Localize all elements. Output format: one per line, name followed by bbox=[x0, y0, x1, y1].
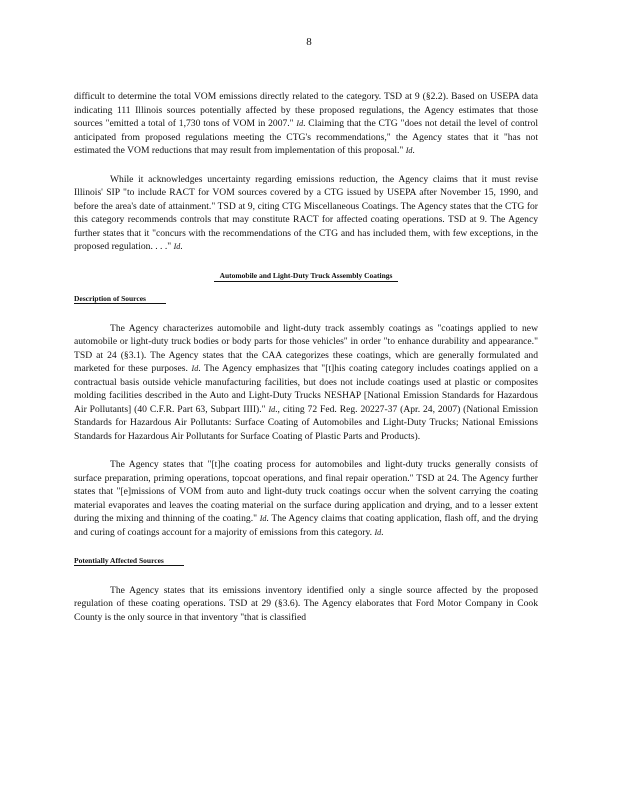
subheading-description bbox=[74, 292, 538, 306]
document-body bbox=[74, 90, 538, 639]
paragraph-text: . bbox=[381, 526, 384, 538]
citation-id: Id bbox=[268, 404, 276, 414]
paragraph-text: . bbox=[180, 241, 183, 252]
paragraph-coating-process bbox=[74, 458, 538, 539]
paragraph-text: The Agency characterizes automobile and light-duty track assembly coatings as "coatings applied to new automobile or light-duty truck bodies or body parts for those vehicles" in order "to enhance durability and appearance." TSD at 24 (§3.1). The Agency states that the CAA categorizes these coatings, which are generally formulated and marketed for these purposes. bbox=[74, 322, 538, 374]
paragraph-text: ., citing 72 Fed. Reg. 20227-37 (Apr. 24, 2007) (National Emission Standards for Hazardous Air Pollutants: Surface Coating of Automobiles and Light-Duty Trucks; National Emissions Standards for Hazardous Air Pollutants for Surface Coating of Plastic Parts and Products). bbox=[74, 403, 538, 442]
paragraph-text: The Agency states that "[t]he coating process for automobiles and light-duty trucks generally consists of surface preparation, priming operations, topcoat operations, and final repair operation." TSD at 24. The Agency further states that "[e]missions of VOM from auto and light-duty truck coatings occur when the solvent carrying the coating material evaporates and leaves the coating material on the surface during application and drying, and to a lesser extent during the mixing and thinning of the coating." bbox=[74, 459, 538, 524]
paragraph-emissions-inventory bbox=[74, 584, 538, 625]
paragraph-text: . Claiming that the CTG "does not detail the level of control anticipated from proposed regulations meeting the CTG's recommendations," the Agency states that it "has not estimated the VOM reductions that may result from implementation of this proposal." bbox=[74, 118, 538, 156]
citation-id: Id bbox=[374, 527, 382, 537]
paragraph-vom-estimate bbox=[74, 90, 538, 158]
citation-id: Id bbox=[259, 514, 267, 523]
citation-id: Id bbox=[173, 242, 181, 251]
subheading-affected-sources bbox=[74, 554, 538, 568]
citation-id: Id bbox=[296, 119, 304, 128]
paragraph-text: The Agency states that its emissions inventory identified only a single source affected by the proposed regulation of these coating operations. TSD at 29 (§3.6). The Agency elaborates that Ford Motor Company in Cook County is the only source in that inventory "that is classified bbox=[74, 584, 538, 623]
paragraph-text: difficult to determine the total VOM emissions directly related to the category. TSD at 9 (§2.2). Based on USEPA data indicating 111 Illinois sources potentially affected by these proposed regulations, the Agency estimates that those sources "emitted a total of 1,730 tons of VOM in 2007." bbox=[74, 91, 538, 129]
citation-id: Id bbox=[405, 146, 413, 155]
citation-id: Id bbox=[191, 364, 199, 373]
paragraph-text: . bbox=[412, 145, 415, 156]
paragraph-text: . The Agency emphasizes that "[t]his coating category includes coatings applied on a contractual basis outside vehicle manufacturing facilities, but does not include coatings used at plastic or composites molding facilities described in the Auto and Light-Duty Trucks NESHAP [National Emission Standards for Hazardous Air Pollutants] (40 C.F.R. Part 63, Subpart IIII)." bbox=[74, 363, 538, 415]
section-heading-text: Automobile and Light-Duty Truck Assembly Coatings bbox=[214, 271, 399, 282]
paragraph-text: . The Agency claims that coating application, flash off, and the drying and curing of coatings account for a majority of emissions from this category. bbox=[74, 513, 539, 538]
paragraph-text: While it acknowledges uncertainty regarding emissions reduction, the Agency claims that it must revise Illinois' SIP "to include RACT for VOM sources covered by a CTG issued by USEPA after November 15, 1990, and before the area's date of attainment." TSD at 9, citing CTG Miscellaneous Coatings. The Agency states that the CTG for this category recommends controls that may constitute RACT for affected coating operations. TSD at 9. The Agency further states that it "concurs with the recommendations of the CTG and has included them, with few exceptions, in the proposed regulation. . . ." bbox=[74, 173, 538, 252]
paragraph-ract-revision bbox=[74, 173, 538, 254]
page-number: 8 bbox=[306, 36, 312, 48]
subheading-text: Potentially Affected Sources bbox=[74, 556, 184, 566]
subheading-text: Description of Sources bbox=[74, 294, 166, 304]
section-heading bbox=[74, 269, 538, 283]
paragraph-characterization bbox=[74, 322, 538, 444]
